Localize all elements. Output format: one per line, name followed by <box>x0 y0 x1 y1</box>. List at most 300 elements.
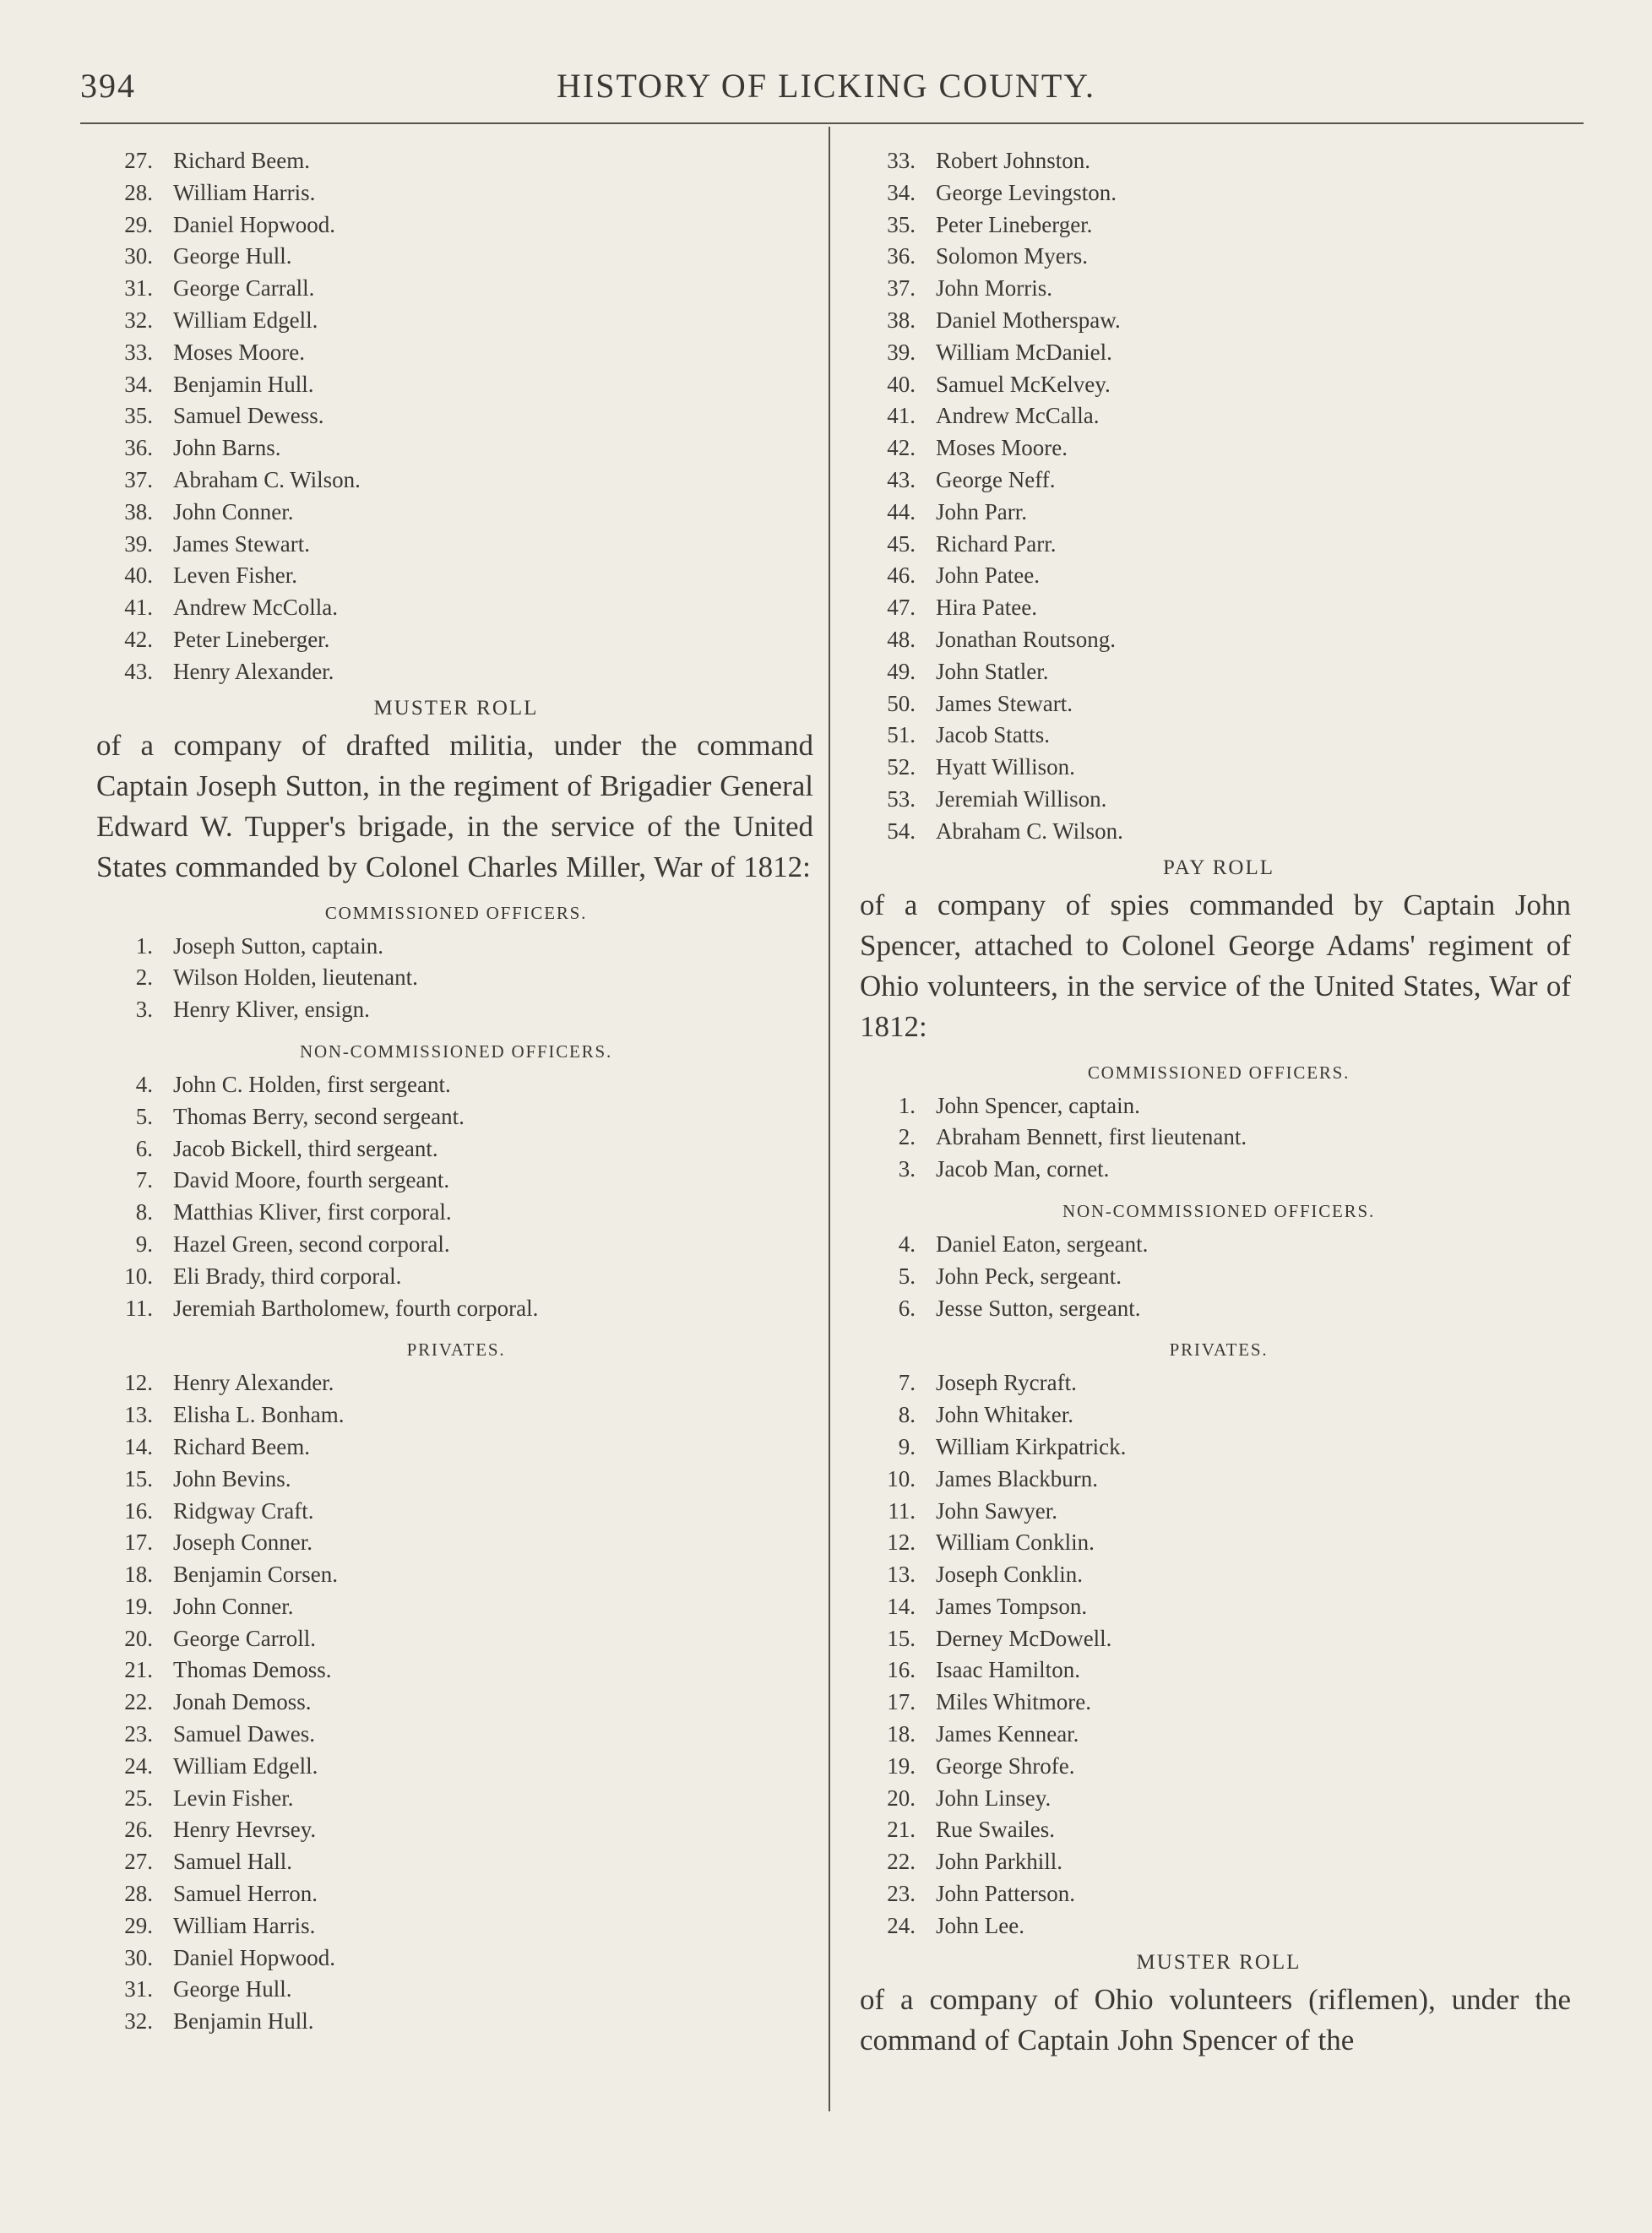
item-number: 33. <box>124 339 153 365</box>
item-name: John Patterson. <box>936 1881 1075 1907</box>
list-item <box>97 1133 815 1165</box>
item-name: Benjamin Hull. <box>173 2008 314 2035</box>
list-item <box>97 1654 815 1687</box>
item-number: 8. <box>135 1199 153 1225</box>
item-name: Andrew McColla. <box>173 595 338 621</box>
list-item <box>97 1101 815 1133</box>
item-name: Richard Beem. <box>173 1433 310 1459</box>
item-number: 42. <box>887 435 916 461</box>
list-item <box>860 624 1578 656</box>
item-number: 28. <box>124 179 153 205</box>
item-name: Hira Patee. <box>936 595 1037 621</box>
item-number: 33. <box>887 148 916 173</box>
item-name: John Patee. <box>936 562 1040 589</box>
list-item <box>860 1719 1578 1751</box>
list-item <box>97 1814 815 1846</box>
item-name: Daniel Hopwood. <box>173 1944 335 1970</box>
list-item <box>860 688 1578 720</box>
item-name: John Bevins. <box>173 1465 291 1491</box>
item-number: 34. <box>887 179 916 205</box>
item-name: Peter Lineberger. <box>936 211 1093 237</box>
item-name: Abraham Bennett, first lieutenant. <box>936 1124 1247 1150</box>
list-item <box>860 241 1578 273</box>
list-item <box>860 560 1578 592</box>
list-item <box>97 145 815 177</box>
list-item <box>97 241 815 273</box>
item-name: Abraham C. Wilson. <box>936 818 1123 844</box>
item-number: 17. <box>124 1529 153 1556</box>
list-item <box>860 497 1578 529</box>
item-number: 29. <box>124 211 153 237</box>
list-item <box>860 1432 1578 1464</box>
list-item <box>97 656 815 688</box>
list-item <box>97 1432 815 1464</box>
list-item <box>97 1464 815 1496</box>
item-name: Henry Alexander. <box>173 1370 334 1396</box>
item-name: James Stewart. <box>936 690 1073 716</box>
item-name: Joseph Conner. <box>173 1529 312 1556</box>
item-name: Samuel Dawes. <box>173 1721 315 1747</box>
item-name: Leven Fisher. <box>173 562 297 589</box>
commissioned-officers-heading: COMMISSIONED OFFICERS. <box>324 902 588 923</box>
list-item <box>97 1496 815 1528</box>
item-number: 10. <box>887 1465 916 1491</box>
item-number: 44. <box>887 498 916 524</box>
item-number: 17. <box>887 1689 916 1715</box>
item-name: Joseph Conklin. <box>936 1562 1084 1588</box>
list-item <box>97 994 815 1026</box>
item-number: 16. <box>887 1657 916 1683</box>
item-number: 22. <box>124 1689 153 1715</box>
muster-roll-heading: MUSTER ROLL <box>373 696 539 720</box>
list-item <box>860 816 1578 848</box>
item-name: Jonathan Routsong. <box>936 626 1116 652</box>
item-name: Samuel Hall. <box>173 1849 292 1875</box>
item-number: 5. <box>898 1263 916 1289</box>
item-number: 23. <box>887 1881 916 1907</box>
item-name: Jonah Demoss. <box>173 1689 312 1715</box>
list-item <box>860 1783 1578 1815</box>
item-name: Joseph Rycraft. <box>936 1370 1077 1396</box>
item-number: 2. <box>135 964 153 991</box>
list-item <box>97 1591 815 1623</box>
list-item <box>97 1878 815 1910</box>
item-name: Daniel Motherspaw. <box>936 307 1121 333</box>
item-name: Moses Moore. <box>173 339 305 365</box>
commissioned-officers-list <box>97 931 815 1026</box>
item-number: 27. <box>124 1849 153 1875</box>
item-number: 6. <box>898 1295 916 1321</box>
list-item <box>860 209 1578 242</box>
list-item <box>860 1122 1578 1154</box>
item-name: George Hull. <box>173 1976 292 2002</box>
item-number: 4. <box>135 1071 153 1097</box>
item-number: 3. <box>135 997 153 1023</box>
item-name: Daniel Hopwood. <box>173 211 335 237</box>
item-number: 25. <box>124 1785 153 1811</box>
list-item <box>97 1719 815 1751</box>
item-name: William Harris. <box>173 1912 316 1938</box>
item-number: 5. <box>135 1103 153 1129</box>
item-number: 14. <box>887 1593 916 1619</box>
list-item <box>97 1846 815 1878</box>
item-name: Jeremiah Willison. <box>936 785 1107 812</box>
item-name: Levin Fisher. <box>173 1785 294 1811</box>
running-head: HISTORY OF LICKING COUNTY. <box>557 67 1095 105</box>
item-name: George Carroll. <box>173 1625 316 1651</box>
item-name: Jacob Man, cornet. <box>936 1156 1110 1182</box>
list-item <box>860 1154 1578 1186</box>
list-item <box>860 1367 1578 1399</box>
item-name: Eli Brady, third corporal. <box>173 1263 402 1289</box>
list-item <box>860 1591 1578 1623</box>
list-item <box>97 1293 815 1325</box>
item-number: 40. <box>124 562 153 589</box>
item-number: 34. <box>124 371 153 397</box>
item-name: Hyatt Willison. <box>936 754 1075 780</box>
list-item <box>97 209 815 242</box>
noncommissioned-officers-list <box>860 1229 1578 1324</box>
item-name: John Parr. <box>936 498 1027 524</box>
right-continued-list <box>860 145 1578 848</box>
item-number: 32. <box>124 2008 153 2035</box>
list-item <box>860 1814 1578 1846</box>
list-item <box>97 1069 815 1101</box>
item-number: 31. <box>124 1976 153 2002</box>
item-name: Benjamin Corsen. <box>173 1562 338 1588</box>
list-item <box>97 1751 815 1783</box>
privates-list <box>860 1367 1578 1942</box>
item-name: Moses Moore. <box>936 435 1068 461</box>
item-name: William McDaniel. <box>936 339 1112 365</box>
list-item <box>97 1559 815 1591</box>
item-name: John Linsey. <box>936 1785 1052 1811</box>
list-item <box>860 1623 1578 1655</box>
list-item <box>860 145 1578 177</box>
item-number: 3. <box>898 1156 916 1182</box>
item-number: 9. <box>135 1231 153 1257</box>
list-item <box>860 273 1578 305</box>
noncommissioned-officers-list <box>97 1069 815 1324</box>
item-name: Miles Whitmore. <box>936 1689 1091 1715</box>
item-number: 38. <box>887 307 916 333</box>
item-number: 21. <box>887 1817 916 1843</box>
list-item <box>97 560 815 592</box>
item-name: Henry Kliver, ensign. <box>173 997 370 1023</box>
item-number: 39. <box>887 339 916 365</box>
list-item <box>97 1261 815 1293</box>
item-name: James Kennear. <box>936 1721 1079 1747</box>
item-number: 1. <box>898 1092 916 1118</box>
list-item <box>860 1846 1578 1878</box>
item-name: John Conner. <box>173 1593 294 1619</box>
item-name: John Peck, sergeant. <box>936 1263 1122 1289</box>
item-name: John Whitaker. <box>936 1402 1073 1428</box>
list-item <box>860 1654 1578 1687</box>
item-number: 26. <box>124 1817 153 1843</box>
item-number: 19. <box>887 1752 916 1779</box>
item-number: 18. <box>124 1562 153 1588</box>
item-number: 49. <box>887 658 916 684</box>
list-item <box>860 369 1578 401</box>
left-continued-list <box>97 145 815 688</box>
item-number: 12. <box>124 1370 153 1396</box>
item-number: 50. <box>887 690 916 716</box>
item-number: 18. <box>887 1721 916 1747</box>
item-name: Isaac Hamilton. <box>936 1657 1080 1683</box>
item-number: 21. <box>124 1657 153 1683</box>
item-name: William Harris. <box>173 179 316 205</box>
item-number: 48. <box>887 626 916 652</box>
item-name: Abraham C. Wilson. <box>173 466 361 492</box>
privates-heading: PRIVATES. <box>406 1339 506 1361</box>
list-item <box>860 305 1578 337</box>
commissioned-officers-list <box>860 1090 1578 1186</box>
list-item <box>860 529 1578 561</box>
item-name: Solomon Myers. <box>936 243 1089 269</box>
item-number: 15. <box>124 1465 153 1491</box>
muster-roll-heading: MUSTER ROLL <box>1136 1950 1301 1974</box>
muster-roll-intro: of a company of Ohio volunteers (riflemen), under the command of Captain John Spencer of the <box>860 1982 1571 2056</box>
list-item <box>860 1751 1578 1783</box>
item-name: James Blackburn. <box>936 1465 1098 1491</box>
list-item <box>97 1165 815 1197</box>
item-number: 41. <box>887 403 916 429</box>
list-item <box>860 656 1578 688</box>
list-item <box>860 1878 1578 1910</box>
page-number: 394 <box>80 67 136 105</box>
list-item <box>860 1496 1578 1528</box>
header-rule <box>80 122 1584 124</box>
item-name: Joseph Sutton, captain. <box>173 932 383 959</box>
list-item <box>97 1229 815 1261</box>
list-item <box>97 465 815 497</box>
item-number: 4. <box>898 1231 916 1257</box>
item-number: 52. <box>887 754 916 780</box>
item-number: 22. <box>887 1849 916 1875</box>
list-item <box>97 1399 815 1432</box>
item-number: 42. <box>124 626 153 652</box>
list-item <box>860 177 1578 209</box>
list-item <box>860 592 1578 624</box>
pay-roll-heading: PAY ROLL <box>1162 856 1274 879</box>
item-name: George Carrall. <box>173 275 315 302</box>
item-number: 36. <box>887 243 916 269</box>
item-number: 27. <box>124 148 153 173</box>
item-name: George Shrofe. <box>936 1752 1075 1779</box>
list-item <box>860 337 1578 369</box>
item-name: Ridgway Craft. <box>173 1497 314 1524</box>
list-item <box>97 1623 815 1655</box>
list-item <box>97 305 815 337</box>
list-item <box>860 1261 1578 1293</box>
item-name: Wilson Holden, lieutenant. <box>173 964 418 991</box>
list-item <box>860 465 1578 497</box>
list-item <box>97 1527 815 1559</box>
noncommissioned-officers-heading: NON-COMMISSIONED OFFICERS. <box>1062 1200 1375 1221</box>
item-name: Robert Johnston. <box>936 148 1091 173</box>
list-item <box>97 1687 815 1719</box>
list-item <box>97 337 815 369</box>
item-name: Andrew McCalla. <box>936 403 1100 429</box>
list-item <box>97 2006 815 2038</box>
item-number: 19. <box>124 1593 153 1619</box>
list-item <box>860 784 1578 816</box>
item-number: 38. <box>124 498 153 524</box>
list-item <box>860 1229 1578 1261</box>
item-name: William Conklin. <box>936 1529 1095 1556</box>
item-number: 30. <box>124 243 153 269</box>
item-number: 24. <box>124 1752 153 1779</box>
privates-list <box>97 1367 815 2038</box>
item-name: Matthias Kliver, first corporal. <box>173 1199 452 1225</box>
item-name: Elisha L. Bonham. <box>173 1402 345 1428</box>
item-number: 11. <box>888 1497 916 1524</box>
item-name: John Lee. <box>936 1912 1024 1938</box>
list-item <box>97 624 815 656</box>
list-item <box>97 1197 815 1229</box>
list-item <box>860 1559 1578 1591</box>
item-number: 6. <box>135 1135 153 1161</box>
list-item <box>860 1464 1578 1496</box>
item-number: 12. <box>887 1529 916 1556</box>
pay-roll-intro: of a company of spies commanded by Captain John Spencer, attached to Colonel George Adams' regiment of Ohio volunteers, in the service of the United States, War of 1812: <box>860 888 1571 1043</box>
list-item <box>97 273 815 305</box>
item-name: Peter Lineberger. <box>173 626 330 652</box>
list-item <box>860 1527 1578 1559</box>
list-item <box>860 1910 1578 1942</box>
list-item <box>860 720 1578 752</box>
list-item <box>860 1687 1578 1719</box>
right-column <box>860 145 1578 2061</box>
item-name: Derney McDowell. <box>936 1625 1112 1651</box>
item-name: Jacob Statts. <box>936 722 1050 748</box>
list-item <box>97 931 815 963</box>
item-number: 1. <box>135 932 153 959</box>
privates-heading: PRIVATES. <box>1169 1339 1269 1361</box>
item-number: 54. <box>887 818 916 844</box>
list-item <box>860 1293 1578 1325</box>
item-name: Rue Swailes. <box>936 1817 1055 1843</box>
item-number: 32. <box>124 307 153 333</box>
item-name: Thomas Demoss. <box>173 1657 332 1683</box>
list-item <box>97 369 815 401</box>
list-item <box>97 1367 815 1399</box>
muster-roll-intro: of a company of drafted militia, under the command Captain Joseph Sutton, in the regiment of Brigadier General Edward W. Tupper's brigade, in the service of the United States commanded by Colonel Charles Miller, War of 1812: <box>96 728 813 883</box>
item-number: 30. <box>124 1944 153 1970</box>
commissioned-officers-heading: COMMISSIONED OFFICERS. <box>1087 1062 1350 1083</box>
item-name: Jeremiah Bartholomew, fourth corporal. <box>173 1295 539 1321</box>
item-number: 31. <box>124 275 153 302</box>
list-item <box>97 529 815 561</box>
item-number: 36. <box>124 435 153 461</box>
list-item <box>97 1974 815 2006</box>
list-item <box>97 1910 815 1942</box>
item-number: 20. <box>887 1785 916 1811</box>
item-name: Henry Hevrsey. <box>173 1817 317 1843</box>
list-item <box>97 962 815 994</box>
item-number: 35. <box>887 211 916 237</box>
item-name: James Stewart. <box>173 530 310 557</box>
item-name: John Spencer, captain. <box>936 1092 1140 1118</box>
column-rule <box>829 127 830 2111</box>
item-name: Jesse Sutton, sergeant. <box>936 1295 1141 1321</box>
item-name: David Moore, fourth sergeant. <box>173 1167 450 1193</box>
item-name: Jacob Bickell, third sergeant. <box>173 1135 438 1161</box>
item-name: William Kirkpatrick. <box>936 1433 1127 1459</box>
item-number: 7. <box>898 1370 916 1396</box>
item-name: William Edgell. <box>173 307 318 333</box>
item-number: 37. <box>887 275 916 302</box>
item-number: 39. <box>124 530 153 557</box>
list-item <box>97 1942 815 1975</box>
item-number: 53. <box>887 785 916 812</box>
item-number: 13. <box>124 1402 153 1428</box>
item-name: Daniel Eaton, sergeant. <box>936 1231 1149 1257</box>
item-number: 40. <box>887 371 916 397</box>
item-number: 11. <box>125 1295 153 1321</box>
list-item <box>97 592 815 624</box>
item-name: William Edgell. <box>173 1752 318 1779</box>
item-name: Hazel Green, second corporal. <box>173 1231 450 1257</box>
item-name: John Parkhill. <box>936 1849 1063 1875</box>
item-name: Benjamin Hull. <box>173 371 314 397</box>
item-number: 29. <box>124 1912 153 1938</box>
list-item <box>860 752 1578 784</box>
item-name: John Barns. <box>173 435 281 461</box>
list-item <box>860 432 1578 465</box>
item-name: James Tompson. <box>936 1593 1088 1619</box>
item-name: Samuel Herron. <box>173 1881 318 1907</box>
item-name: John Morris. <box>936 275 1053 302</box>
item-name: Samuel McKelvey. <box>936 371 1111 397</box>
item-number: 45. <box>887 530 916 557</box>
item-name: Henry Alexander. <box>173 658 334 684</box>
item-number: 47. <box>887 595 916 621</box>
item-name: George Levingston. <box>936 179 1117 205</box>
item-name: Richard Parr. <box>936 530 1057 557</box>
item-number: 24. <box>887 1912 916 1938</box>
item-name: George Hull. <box>173 243 292 269</box>
item-name: Thomas Berry, second sergeant. <box>173 1103 465 1129</box>
item-number: 15. <box>887 1625 916 1651</box>
list-item <box>97 432 815 465</box>
item-number: 23. <box>124 1721 153 1747</box>
item-name: John Sawyer. <box>936 1497 1057 1524</box>
list-item <box>97 177 815 209</box>
list-item <box>860 400 1578 432</box>
list-item <box>97 1783 815 1815</box>
item-name: John C. Holden, first sergeant. <box>173 1071 451 1097</box>
item-number: 20. <box>124 1625 153 1651</box>
item-name: John Conner. <box>173 498 294 524</box>
left-column <box>97 145 815 2038</box>
list-item <box>860 1090 1578 1122</box>
list-item <box>97 497 815 529</box>
item-number: 8. <box>898 1402 916 1428</box>
list-item <box>860 1399 1578 1432</box>
item-number: 46. <box>887 562 916 589</box>
item-number: 37. <box>124 466 153 492</box>
item-number: 2. <box>898 1124 916 1150</box>
item-number: 41. <box>124 595 153 621</box>
item-number: 43. <box>887 466 916 492</box>
item-number: 35. <box>124 403 153 429</box>
item-number: 10. <box>124 1263 153 1289</box>
item-number: 7. <box>135 1167 153 1193</box>
list-item <box>97 400 815 432</box>
item-number: 43. <box>124 658 153 684</box>
